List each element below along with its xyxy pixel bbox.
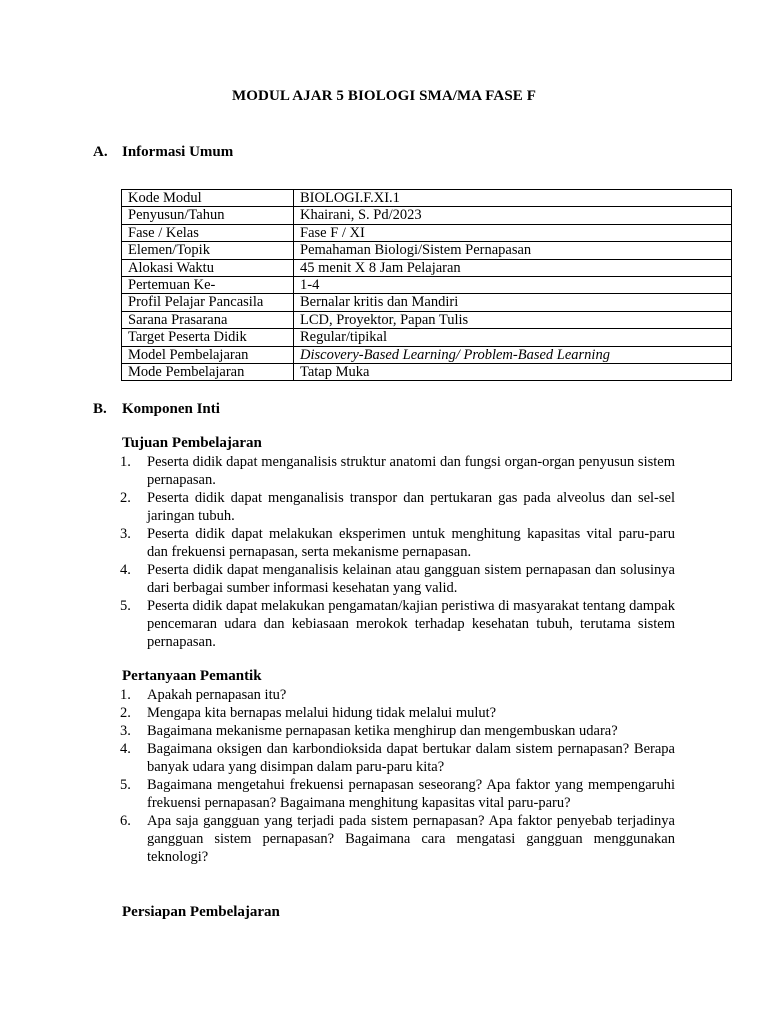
list-item <box>120 686 675 704</box>
section-a-heading <box>93 144 233 161</box>
info-key: Kode Modul <box>122 190 294 207</box>
info-key: Sarana Prasarana <box>122 311 294 328</box>
document-title: MODUL AJAR 5 BIOLOGI SMA/MA FASE F <box>232 88 536 104</box>
persiapan-heading: Persiapan Pembelajaran <box>122 904 280 920</box>
list-item <box>120 704 675 722</box>
list-item-text: Apa saja gangguan yang terjadi pada sistem pernapasan? Apa faktor penyebab terjadinya gangguan sistem pernapasan? Bagaimana cara mengatasi gangguan menggunakan teknologi? <box>147 813 675 865</box>
list-item-text: Peserta didik dapat menganalisis struktur anatomi dan fungsi organ-organ penyusun sistem pernapasan. <box>147 454 675 488</box>
section-b-heading <box>93 401 220 418</box>
section-b-title: Komponen Inti <box>122 401 220 417</box>
list-item-text: Bagaimana oksigen dan karbondioksida dapat bertukar dalam sistem pernapasan? Berapa banyak udara yang disimpan dalam paru-paru kita? <box>147 741 675 775</box>
info-key: Model Pembelajaran <box>122 346 294 363</box>
info-row <box>122 190 732 207</box>
list-item-number: 5. <box>120 598 131 614</box>
pemantik-heading: Pertanyaan Pemantik <box>122 668 262 684</box>
info-value: BIOLOGI.F.XI.1 <box>294 190 732 207</box>
list-item-number: 4. <box>120 562 131 578</box>
info-row <box>122 311 732 328</box>
info-row <box>122 329 732 346</box>
info-value: Pemahaman Biologi/Sistem Pernapasan <box>294 242 732 259</box>
info-row <box>122 259 732 276</box>
pemantik-list <box>120 686 675 866</box>
list-item-number: 3. <box>120 723 131 739</box>
info-row <box>122 363 732 380</box>
list-item-number: 2. <box>120 490 131 506</box>
list-item-text: Bagaimana mengetahui frekuensi pernapasan seseorang? Apa faktor yang mempengaruhi frekuensi pernapasan? Bagaimana menghitung kapasitas vital paru-paru? <box>147 777 675 811</box>
info-key: Mode Pembelajaran <box>122 363 294 380</box>
info-key: Alokasi Waktu <box>122 259 294 276</box>
list-item <box>120 489 675 525</box>
info-value: Discovery-Based Learning/ Problem-Based Learning <box>294 346 732 363</box>
list-item-number: 2. <box>120 705 131 721</box>
list-item-number: 5. <box>120 777 131 793</box>
info-value: Fase F / XI <box>294 224 732 241</box>
info-row <box>122 224 732 241</box>
list-item-number: 3. <box>120 526 131 542</box>
list-item-text: Peserta didik dapat melakukan eksperimen untuk menghitung kapasitas vital paru-paru dan frekuensi pernapasan, serta mekanisme pernapasan. <box>147 526 675 560</box>
section-b-letter: B. <box>93 401 107 417</box>
info-row <box>122 276 732 293</box>
list-item <box>120 597 675 651</box>
info-key: Elemen/Topik <box>122 242 294 259</box>
list-item-text: Apakah pernapasan itu? <box>147 687 287 703</box>
info-value: LCD, Proyektor, Papan Tulis <box>294 311 732 328</box>
list-item-number: 6. <box>120 813 131 829</box>
list-item-text: Peserta didik dapat menganalisis transpor dan pertukaran gas pada alveolus dan sel-sel jaringan tubuh. <box>147 490 675 524</box>
list-item <box>120 812 675 866</box>
info-row <box>122 294 732 311</box>
tujuan-list <box>120 453 675 651</box>
tujuan-heading: Tujuan Pembelajaran <box>122 435 262 451</box>
info-value: Khairani, S. Pd/2023 <box>294 207 732 224</box>
list-item-text: Bagaimana mekanisme pernapasan ketika menghirup dan mengembuskan udara? <box>147 723 618 739</box>
list-item-number: 4. <box>120 741 131 757</box>
info-row <box>122 346 732 363</box>
info-row <box>122 242 732 259</box>
list-item <box>120 776 675 812</box>
info-key: Target Peserta Didik <box>122 329 294 346</box>
list-item-number: 1. <box>120 687 131 703</box>
list-item <box>120 453 675 489</box>
list-item-text: Mengapa kita bernapas melalui hidung tidak melalui mulut? <box>147 705 497 721</box>
info-row <box>122 207 732 224</box>
info-key: Penyusun/Tahun <box>122 207 294 224</box>
list-item-text: Peserta didik dapat melakukan pengamatan/kajian peristiwa di masyarakat tentang dampak pencemaran udara dan kebiasaan merokok terhadap kesehatan tubuh, terutama sistem pernapasan. <box>147 598 675 650</box>
list-item <box>120 525 675 561</box>
info-value: Regular/tipikal <box>294 329 732 346</box>
info-value: 1-4 <box>294 276 732 293</box>
info-key: Profil Pelajar Pancasila <box>122 294 294 311</box>
list-item-number: 1. <box>120 454 131 470</box>
list-item <box>120 740 675 776</box>
list-item <box>120 561 675 597</box>
info-value: Tatap Muka <box>294 363 732 380</box>
info-value: 45 menit X 8 Jam Pelajaran <box>294 259 732 276</box>
list-item <box>120 722 675 740</box>
section-a-title: Informasi Umum <box>122 144 234 160</box>
info-table <box>121 189 732 381</box>
info-key: Fase / Kelas <box>122 224 294 241</box>
info-key: Pertemuan Ke- <box>122 276 294 293</box>
section-a-letter: A. <box>93 144 108 160</box>
list-item-text: Peserta didik dapat menganalisis kelainan atau gangguan sistem pernapasan dan solusinya dari berbagai sumber informasi kesehatan yang valid. <box>147 562 675 596</box>
info-value: Bernalar kritis dan Mandiri <box>294 294 732 311</box>
